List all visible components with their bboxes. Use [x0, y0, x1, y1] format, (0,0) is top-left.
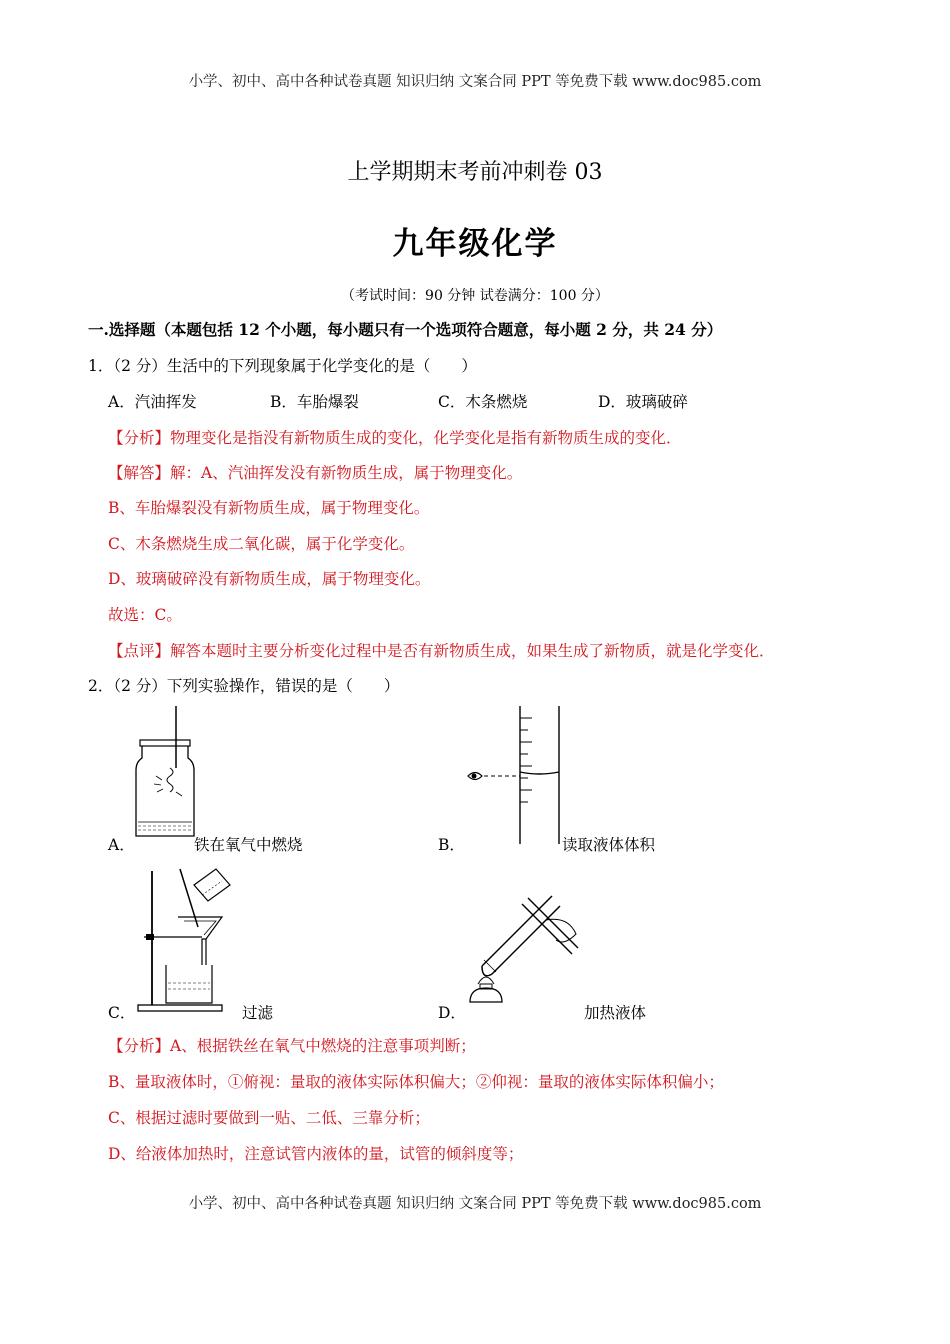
q2-caption-c: 过滤: [242, 1004, 274, 1022]
exam-info: （考试时间：90 分钟 试卷满分：100 分）: [341, 288, 609, 304]
q1-option-c: C．木条燃烧: [438, 393, 528, 411]
figure-reading-cylinder: [462, 706, 572, 846]
q1-answer-d: D、玻璃破碎没有新物质生成，属于物理变化。: [108, 570, 431, 588]
q1-answer-c: C、木条燃烧生成二氧化碳，属于化学变化。: [108, 535, 415, 553]
figure-iron-burning: [130, 706, 205, 846]
q2-analysis-c: C、根据过滤时要做到一贴、二低、三靠分析；: [108, 1109, 430, 1127]
exam-title: 上学期期末考前冲刺卷 03: [347, 160, 603, 185]
q1-option-d: D．玻璃破碎: [598, 393, 688, 411]
subject-title: 九年级化学: [392, 226, 558, 262]
q1-choice: 故选：C。: [108, 606, 182, 624]
q1-answer-b: B、车胎爆裂没有新物质生成，属于物理变化。: [108, 499, 430, 517]
q2-label-c: C．: [108, 1004, 136, 1022]
q1-option-a: A．汽油挥发: [108, 393, 197, 411]
q2-caption-d: 加热液体: [584, 1004, 647, 1022]
q1-option-b: B．车胎爆裂: [270, 393, 359, 411]
q2-label-b: B．: [438, 836, 465, 854]
figure-filtration: [130, 865, 240, 1015]
q2-stem: 2．（2 分）下列实验操作，错误的是（ ）: [88, 677, 400, 695]
section-header: 一.选择题（本题包括 12 个小题，每小题只有一个选项符合题意，每小题 2 分，共 24 分）: [88, 320, 723, 339]
page-footer: 小学、初中、高中各种试卷真题 知识归纳 文案合同 PPT 等免费下载 www.doc985.com: [188, 1196, 762, 1212]
q2-label-a: A．: [108, 836, 135, 854]
q2-analysis-b: B、量取液体时，①俯视：量取的液体实际体积偏大；②仰视：量取的液体实际体积偏小；: [108, 1073, 724, 1091]
q2-caption-a: 铁在氧气中燃烧: [194, 836, 303, 854]
q2-analysis-a: 【分析】A、根据铁丝在氧气中燃烧的注意事项判断；: [108, 1037, 476, 1055]
page-header: 小学、初中、高中各种试卷真题 知识归纳 文案合同 PPT 等免费下载 www.doc985.com: [188, 74, 762, 90]
q2-analysis-d: D、给液体加热时，注意试管内液体的量，试管的倾斜度等；: [108, 1145, 524, 1163]
q2-caption-b: 读取液体体积: [562, 836, 656, 854]
figure-heating-liquid: [468, 876, 593, 1016]
q1-comment: 【点评】解答本题时主要分析变化过程中是否有新物质生成，如果生成了新物质，就是化学变化．: [108, 642, 775, 660]
q2-label-d: D．: [438, 1004, 466, 1022]
q1-analysis: 【分析】物理变化是指没有新物质生成的变化，化学变化是指有新物质生成的变化．: [108, 429, 682, 447]
q1-answer-a: 【解答】解：A、汽油挥发没有新物质生成，属于物理变化。: [108, 464, 523, 482]
q1-stem: 1．（2 分）生活中的下列现象属于化学变化的是（ ）: [88, 357, 477, 375]
